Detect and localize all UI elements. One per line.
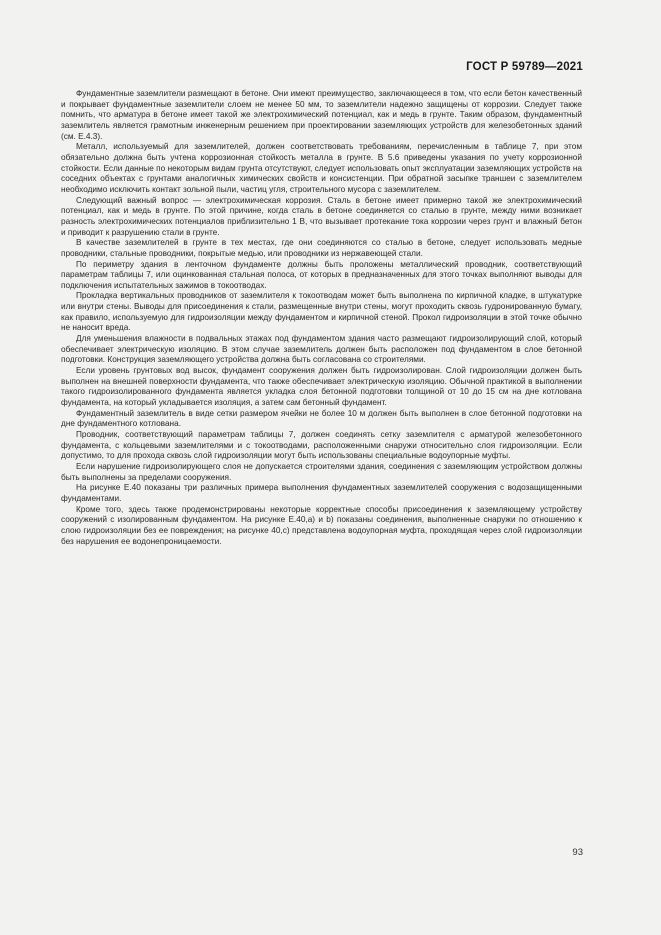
- paragraph: Фундаментный заземлитель в виде сетки размером ячейки не более 10 м должен быть выполнен в слое бетонной подготовки на дне фундаментного котлована.: [61, 408, 582, 429]
- paragraph: Если уровень грунтовых вод высок, фундамент сооружения должен быть гидроизолирован. Слой гидроизоляции должен быть выполнен на внешней поверхности фундамента, что также обеспечивает электрическую изоляцию. Обычной практикой в выполнении такого гидроизолированного фундамента является укладка слоя бетонной подготовки толщиной от 10 до 15 см на дне котлована фундамента, на который укладывается изоляция, а затем сам бетонный фундамент.: [61, 366, 582, 408]
- paragraph: Прокладка вертикальных проводников от заземлителя к токоотводам может быть выполнена по кирпичной кладке, в штукатурке или внутри стены. Выводы для присоединения к стали, размещенные внутри стены, могут проходить сквозь гудронированную бумагу, как правило, используемую для гидроизоляции между фундаментом и кирпичной стеной. Прокол гидроизоляции в этой точке обычно не наносит вреда.: [61, 291, 582, 333]
- paragraph: В качестве заземлителей в грунте в тех местах, где они соединяются со сталью в бетоне, следует использовать медные проводники, стальные проводники, покрытые медью, или проводники из нержавеющей стали.: [61, 238, 582, 258]
- paragraph: Для уменьшения влажности в подвальных этажах под фундаментом здания часто размещают гидроизолирующий слой, который обеспечивает электрическую изоляцию. В этом случае заземлитель должен быть расположен под фундаментом в слое бетонной подготовки. Конструкция заземляющего устройства должна быть согласована со строителями.: [61, 334, 582, 365]
- paragraph: Следующий важный вопрос — электрохимическая коррозия. Сталь в бетоне имеет примерно такой же электрохимический потенциал, как и медь в грунте. По этой причине, когда сталь в бетоне соединяется со сталью в грунте, между ними возникает разность электрохимических потенциалов приблизительно 1 В, что вызывает протекание тока коррозии через грунт и влажный бетон и приводит к разрушению стали в грунте.: [61, 195, 582, 237]
- paragraph: Кроме того, здесь также продемонстрированы некоторые корректные способы присоединения к заземляющему устройству сооружений с изолированным фундаментом. На рисунке Е.40,a) и b) показаны соединения, выполненные снаружи по отношению к слою гидроизоляции без ее повреждения; на рисунке 40,c) представлена водоупорная муфта, проходящая через слой гидроизоляции без нарушения ее водонепроницаемости.: [61, 504, 582, 546]
- paragraph: Металл, используемый для заземлителей, должен соответствовать требованиям, перечисленным в таблице 7, при этом обязательно должна быть учтена коррозионная стойкость металла в грунте. В 5.6 приведены указания по учету коррозионной стойкости. Если данные по некоторым видам грунта отсутствуют, следует использовать опыт эксплуатации заземляющих устройств на соседних объектах с грунтами аналогичных химических свойств и консистенции. При обратной засыпке траншеи с заземлителем необходимо исключить контакт зольной пыли, частиц угля, строительного мусора с заземлителем.: [61, 142, 582, 194]
- page-number: 93: [572, 847, 583, 858]
- paragraph: Если нарушение гидроизолирующего слоя не допускается строителями здания, соединения с заземляющим устройством должны быть выполнены за пределами сооружения.: [61, 461, 582, 482]
- paragraph: На рисунке Е.40 показаны три различных примера выполнения фундаментных заземлителей сооружения с водозащищенными фундаментами.: [61, 483, 582, 503]
- paragraph: Фундаментные заземлители размещают в бетоне. Они имеют преимущество, заключающееся в том, что если бетон качественный и покрывает фундаментные заземлители слоем не менее 50 мм, то заземлители надежно защищены от коррозии. Следует также помнить, что арматура в бетоне имеет такой же электрохимический потенциал, как и медь в грунте. Таким образом, фундаментный заземлитель является грамотным инженерным решением при проектировании заземляющих устройств для железобетонных зданий (см. Е.4.3).: [61, 89, 582, 141]
- document-header: ГОСТ Р 59789—2021: [466, 61, 583, 73]
- document-body: [61, 89, 582, 547]
- paragraph: Проводник, соответствующий параметрам таблицы 7, должен соединять сетку заземлителя с арматурой железобетонного фундамента, с кольцевыми заземлителями и с токоотводами, расположенными снаружи относительно слоя гидроизоляции. Если допустимо, то для прохода сквозь слой гидроизоляции могут быть использованы специальные водоупорные муфты.: [61, 430, 582, 461]
- paragraph: По периметру здания в ленточном фундаменте должны быть проложены металлический проводник, соответствующий параметрам таблицы 7, или оцинкованная стальная полоса, от которых в предназначенных для этого точках выполняют выводы для подключения испытательных зажимов в токоотводах.: [61, 259, 582, 290]
